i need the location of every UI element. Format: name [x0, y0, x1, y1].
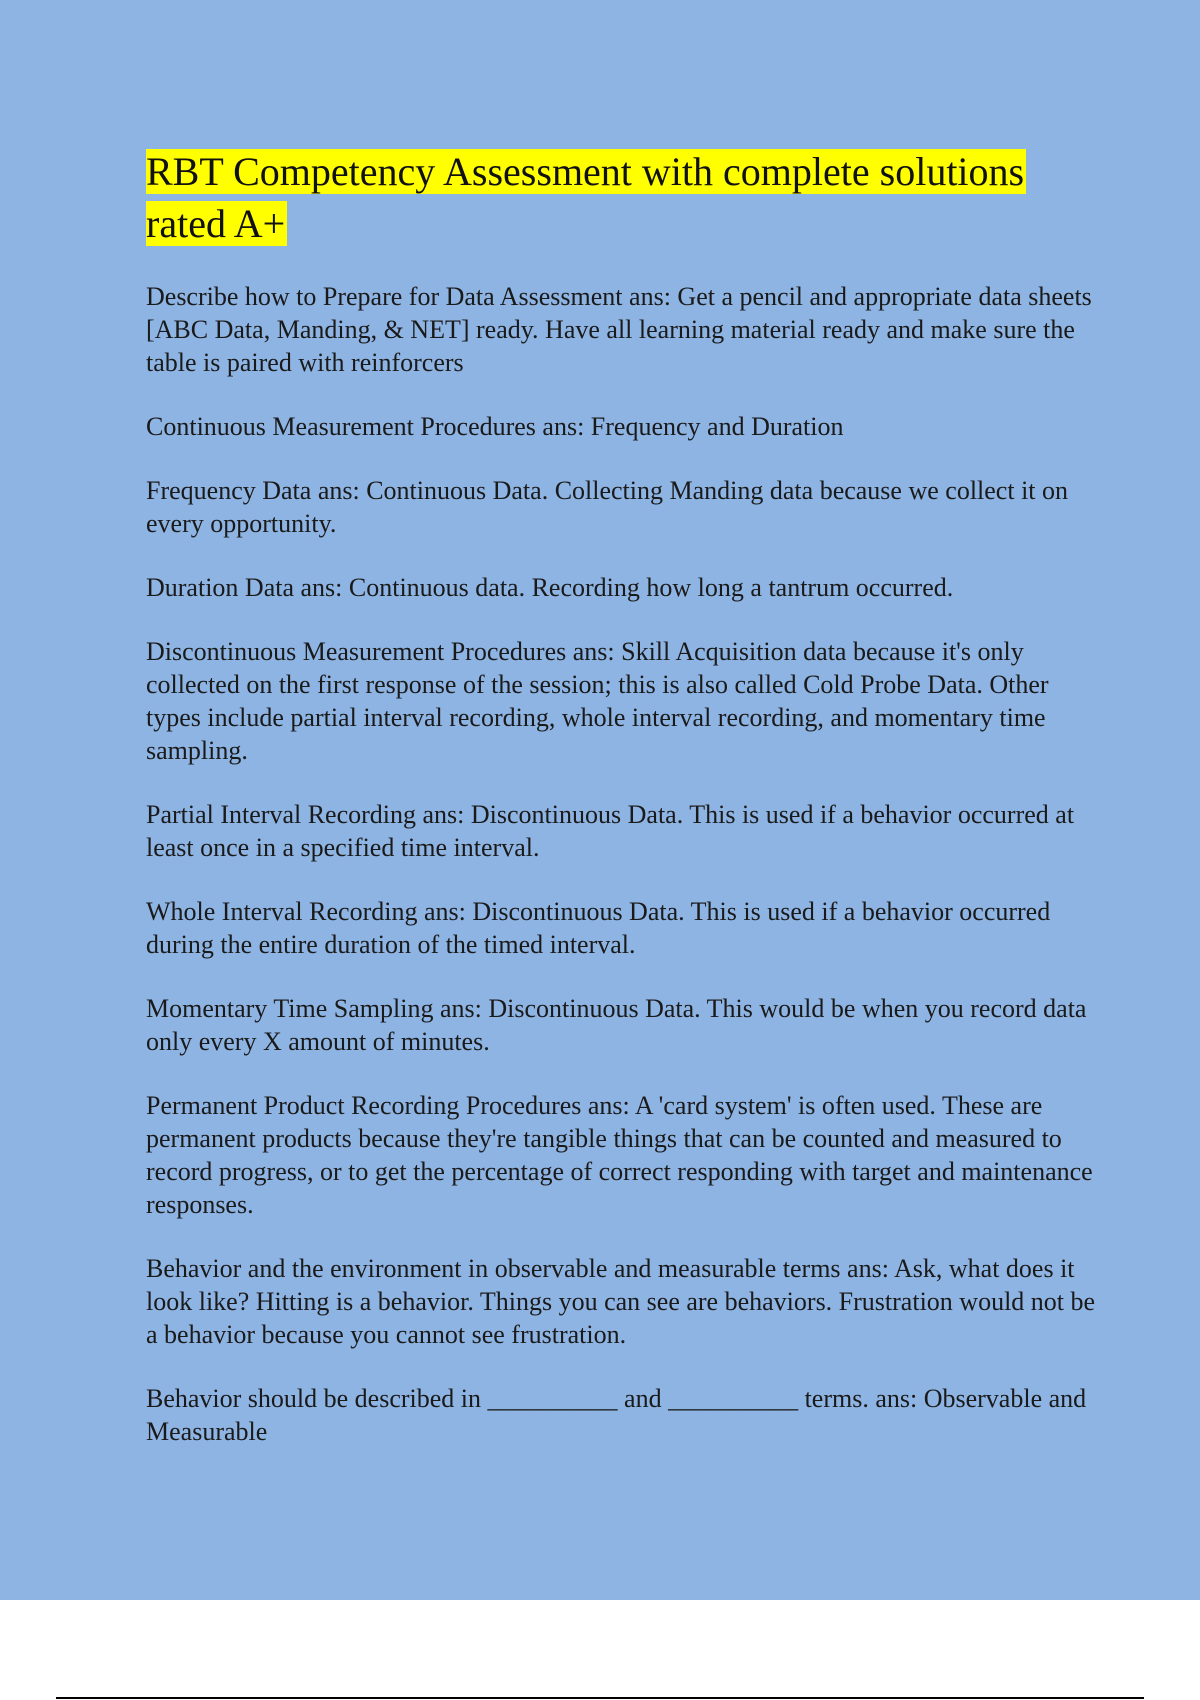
- page-divider: [56, 1697, 1144, 1699]
- qa-entry: Continuous Measurement Procedures ans: Frequency and Duration: [146, 412, 844, 441]
- title-highlight: RBT Competency Assessment with complete solutions rated A+: [146, 149, 1025, 246]
- qa-entry: Describe how to Prepare for Data Assessment ans: Get a pencil and appropriate data sheets [ABC Data, Manding, & NET] ready. Have all learning material ready and make sure the table is paired with reinforcers: [146, 282, 1092, 377]
- qa-entry: Frequency Data ans: Continuous Data. Collecting Manding data because we collect it on every opportunity.: [146, 476, 1069, 538]
- document-title: [146, 146, 1096, 250]
- qa-entry: Partial Interval Recording ans: Discontinuous Data. This is used if a behavior occurred at least once in a specified time interval.: [146, 800, 1075, 862]
- qa-entry: Behavior should be described in __________ and __________ terms. ans: Observable and Measurable: [146, 1384, 1087, 1446]
- qa-entry: Momentary Time Sampling ans: Discontinuous Data. This would be when you record data only every X amount of minutes.: [146, 994, 1087, 1056]
- qa-entry: Duration Data ans: Continuous data. Recording how long a tantrum occurred.: [146, 573, 954, 602]
- qa-entry: Discontinuous Measurement Procedures ans: Skill Acquisition data because it's only collected on the first response of the session; this is also called Cold Probe Data. Other types include partial interval recording, whole interval recording, and momentary time sampling.: [146, 637, 1049, 765]
- document-content: [146, 146, 1096, 1479]
- qa-entry: Behavior and the environment in observable and measurable terms ans: Ask, what does it look like? Hitting is a behavior. Things you can see are behaviors. Frustration would not be a behavior because you cannot see frustration.: [146, 1254, 1096, 1349]
- qa-entry: Whole Interval Recording ans: Discontinuous Data. This is used if a behavior occurred during the entire duration of the timed interval.: [146, 897, 1051, 959]
- qa-entry: Permanent Product Recording Procedures ans: A 'card system' is often used. These are permanent products because they're tangible things that can be counted and measured to record progress, or to get the percentage of correct responding with target and maintenance responses.: [146, 1091, 1093, 1219]
